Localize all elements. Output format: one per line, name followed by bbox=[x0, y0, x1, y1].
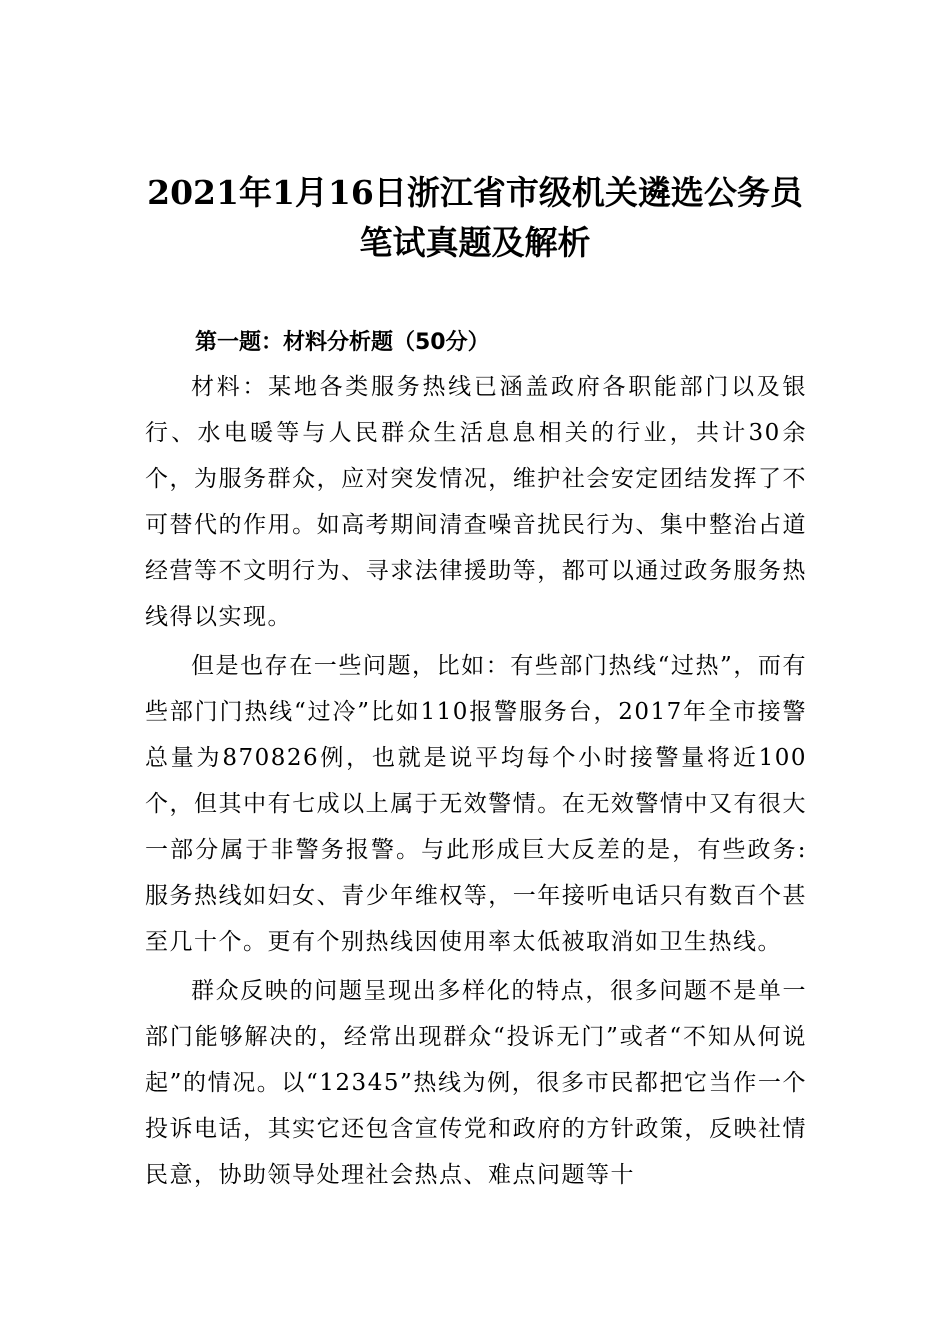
document-body bbox=[145, 364, 807, 1201]
document-title: 2021年1月16日浙江省市级机关遴选公务员笔试真题及解析 bbox=[147, 173, 803, 262]
paragraph-material: 材料：某地各类服务热线已涵盖政府各职能部门以及银行、水电暖等与人民群众生活息息相关的行业，共计30余个，为服务群众，应对突发情况，维护社会安定团结发挥了不可替代的作用。如高考期间清查噪音扰民行为、集中整治占道经营等不文明行为、寻求法律援助等，都可以通过政务服务热线得以实现。 bbox=[145, 374, 807, 630]
paragraph-problems: 但是也存在一些问题，比如：有些部门热线“过热”，而有些部门门热线“过冷”比如110报警服务台，2017年全市接警总量为870826例，也就是说平均每个小时接警量将近100个，但其中有七成以上属于无效警情。在无效警情中又有很大一部分属于非警务报警。与此形成巨大反差的是，有些政务:服务热线如妇女、青少年维权等，一年接听电话只有数百个甚至几十个。更有个别热线因使用率太低被取消如卫生热线。 bbox=[145, 653, 807, 955]
paragraph-diversity: 群众反映的问题呈现出多样化的特点，很多问题不是单一部门能够解决的，经常出现群众“投诉无门”或者“不知从何说起”的情况。以“12345”热线为例，很多市民都把它当作一个投诉电话，其实它还包含宣传党和政府的方针政策，反映社情民意，协助领导处理社会热点、难点问题等十 bbox=[145, 978, 807, 1188]
section-heading: 第一题：材料分析题（50分） bbox=[195, 330, 490, 355]
